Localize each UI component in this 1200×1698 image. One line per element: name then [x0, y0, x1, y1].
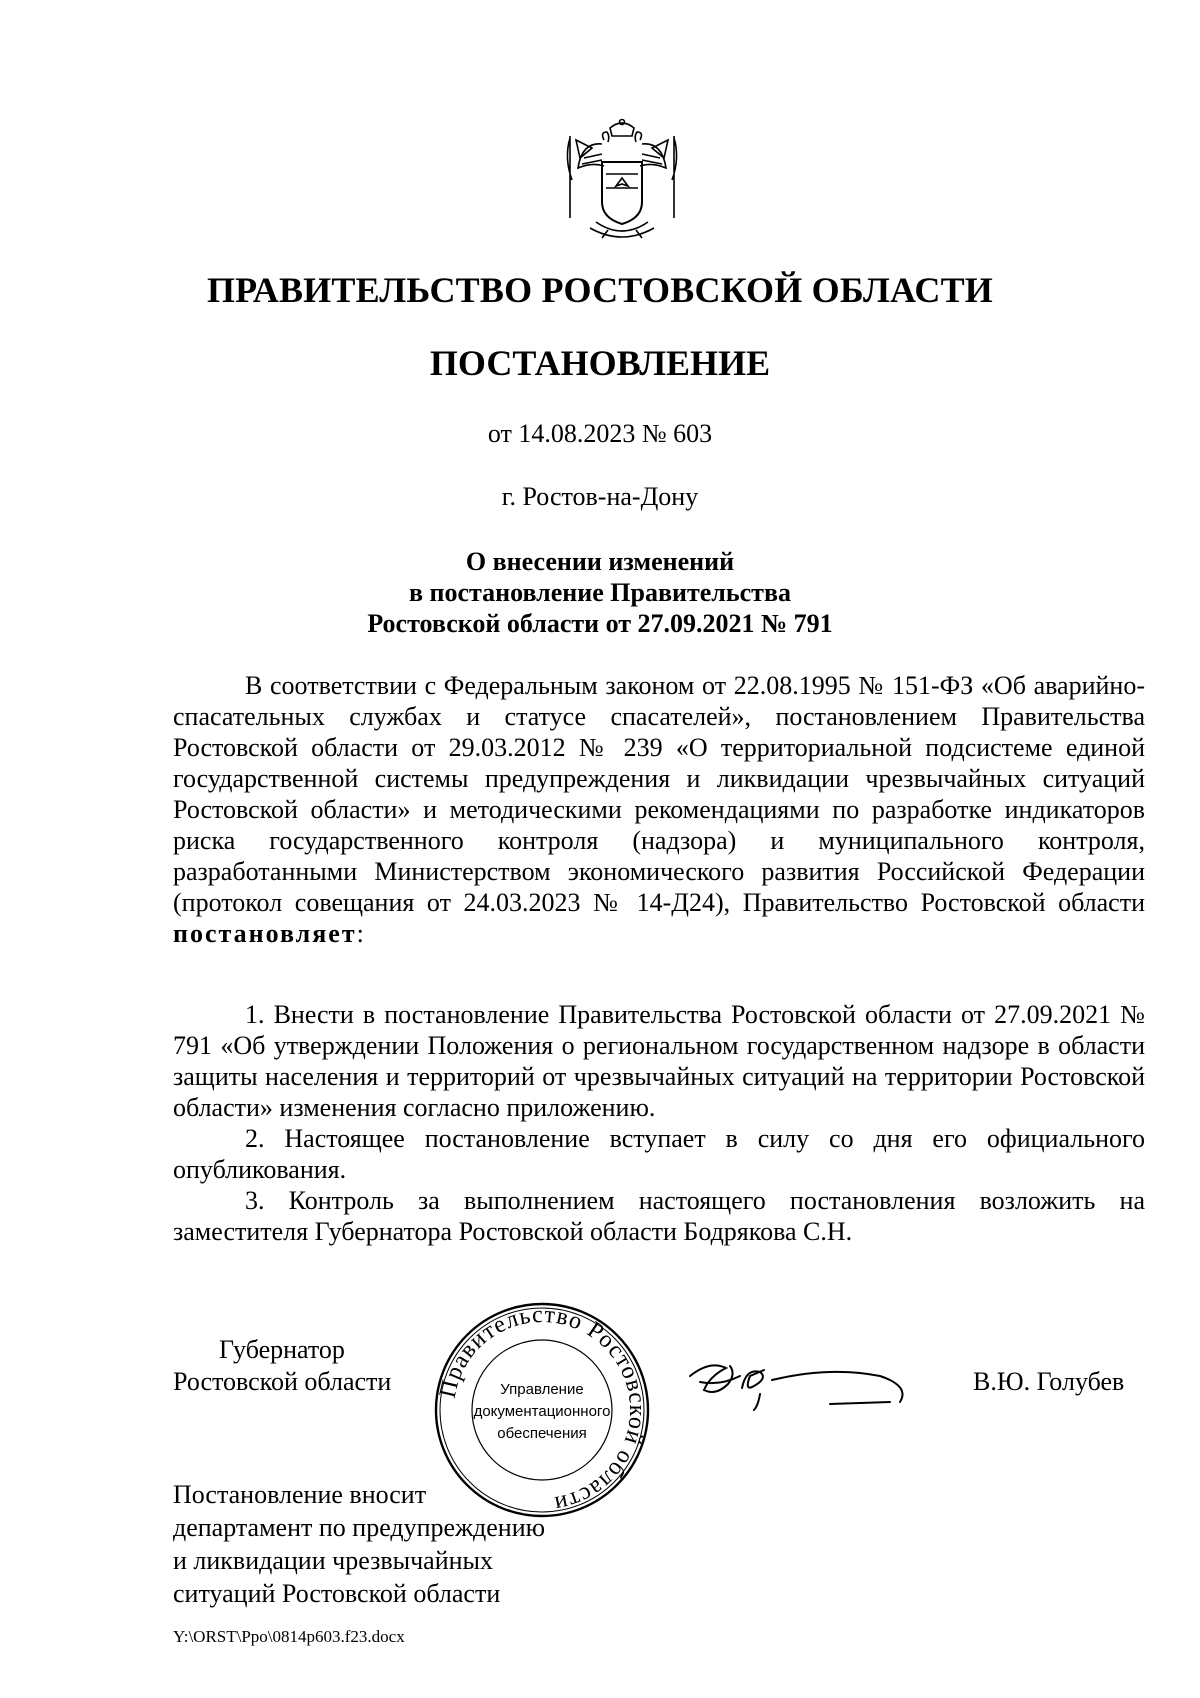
- preamble-text: В соответствии с Федеральным законом от 22.08.1995 № 151-ФЗ «Об аварийно-спасательных службах и статусе спасателей», постановлением Правительства Ростовской области от 29.03.2012 № 239 «О территориальной подсистеме единой государственной системы предупреждения и ликвидации чрезвычайных ситуаций Ростовской области» и методическими рекомендациями по разработке индикаторов риска государственного контроля (надзора) и муниципального контроля, разработанными Министерством экономического развития Российской Федерации (протокол совещания от 24.03.2023 № 14-Д24), Правительство Ростовской области: [173, 671, 1145, 917]
- submitter-line-4: ситуаций Ростовской области: [173, 1579, 501, 1608]
- coat-of-arms-icon: [562, 118, 682, 242]
- seal-ring-text: Правительство Ростовской области: [434, 1301, 651, 1518]
- decree-items: [173, 999, 1145, 1247]
- preamble-paragraph: [173, 670, 1145, 949]
- submitter-line-1: Постановление вносит: [173, 1480, 427, 1509]
- seal-center-line-2: документационного: [473, 1403, 611, 1420]
- file-path: Y:\ORST\Ppo\0814p603.f23.docx: [173, 1627, 405, 1646]
- document-date-number: от 14.08.2023 № 603: [487, 419, 713, 448]
- subject-line-2: в постановление Правительства: [408, 578, 791, 607]
- signer-position-line-2: Ростовской области: [173, 1367, 392, 1396]
- document-city: г. Ростов-на-Дону: [501, 482, 699, 511]
- signer-name: В.Ю. Голубев: [973, 1367, 1125, 1396]
- seal-center-line-3: обеспечения: [497, 1425, 587, 1442]
- document-subject: [0, 546, 1200, 639]
- document-type: ПОСТАНОВЛЕНИЕ: [429, 343, 771, 383]
- preamble-end: :: [356, 919, 364, 948]
- signer-position-line-1: Губернатор: [219, 1335, 345, 1364]
- seal-center-line-1: Управление: [500, 1381, 584, 1398]
- signer-position: [173, 1334, 391, 1398]
- organization-title: ПРАВИТЕЛЬСТВО РОСТОВСКОЙ ОБЛАСТИ: [206, 270, 994, 310]
- decree-item-3: 3. Контроль за выполнением настоящего постановления возложить на заместителя Губернатора Ростовской области Бодрякова С.Н.: [173, 1186, 1145, 1246]
- subject-line-3: Ростовской области от 27.09.2021 № 791: [367, 609, 833, 638]
- submitter-note: [173, 1478, 545, 1610]
- subject-line-1: О внесении изменений: [465, 547, 735, 576]
- handwritten-signature: [680, 1346, 930, 1426]
- decree-item-1: 1. Внести в постановление Правительства Ростовской области от 27.09.2021 № 791 «Об утверждении Положения о региональном государственном надзоре в области защиты населения и территорий от чрезвычайных ситуаций на территории Ростовской области» изменения согласно приложению.: [173, 1000, 1145, 1122]
- submitter-line-3: и ликвидации чрезвычайных: [173, 1546, 493, 1575]
- submitter-line-2: департамент по предупреждению: [173, 1513, 546, 1542]
- decree-word: постановляет: [173, 919, 357, 948]
- decree-item-2: 2. Настоящее постановление вступает в силу со дня его официального опубликования.: [173, 1124, 1145, 1184]
